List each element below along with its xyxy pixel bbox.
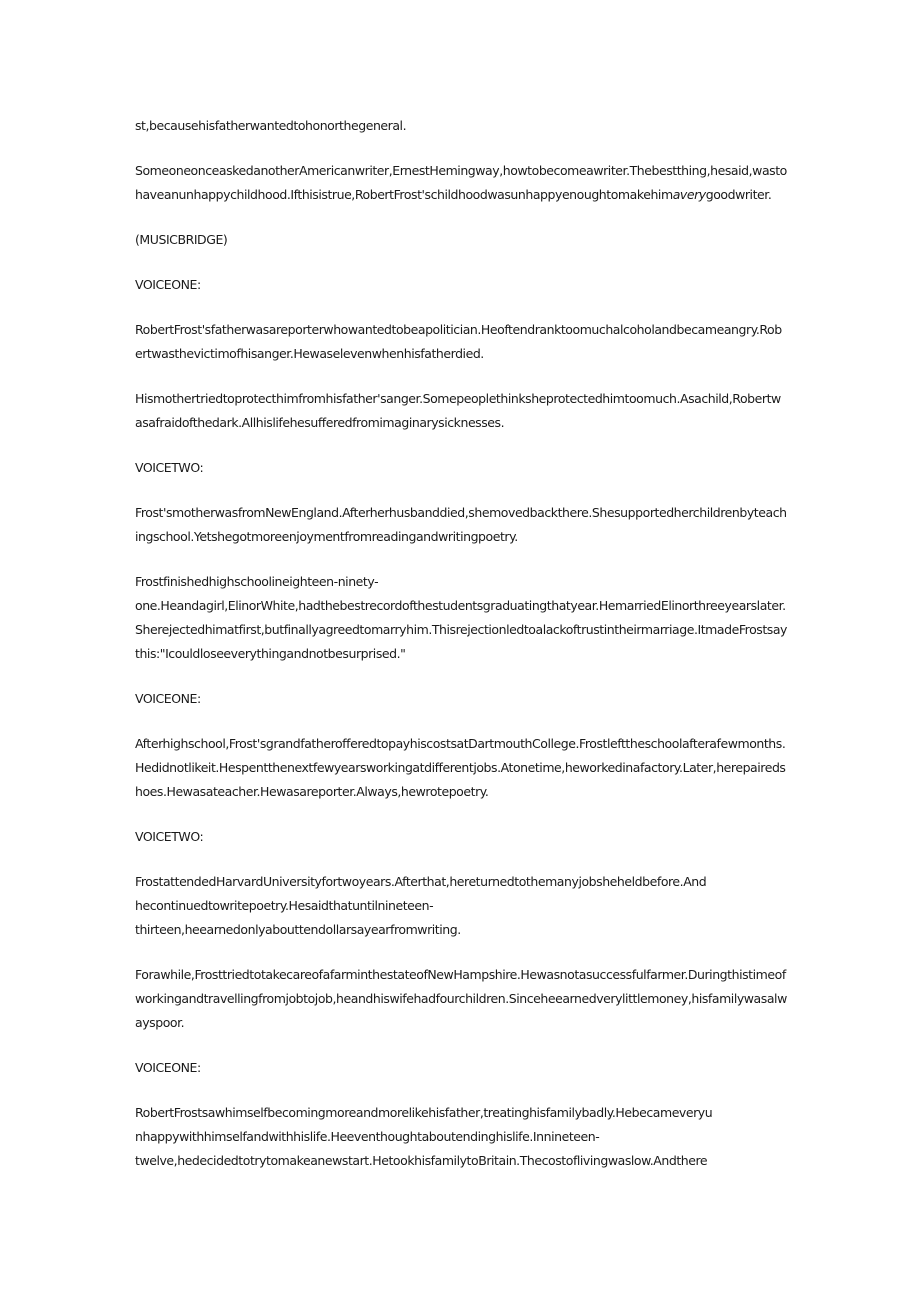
speaker-label: VOICEONE: <box>135 691 201 706</box>
speaker-label: VOICETWO: <box>135 460 204 475</box>
paragraph-harvard <box>135 870 787 942</box>
speaker-label: VOICETWO: <box>135 829 204 844</box>
paragraph-hemingway-quote <box>135 159 787 207</box>
paragraph-britain <box>135 1101 787 1173</box>
music-bridge-label: (MUSICBRIDGE) <box>135 232 228 247</box>
speaker-label: VOICEONE: <box>135 1060 201 1075</box>
paragraph-high-school <box>135 570 787 666</box>
paragraph-line: nhappywithhimselfandwithhislife.Heeventhoughtaboutendinghislife.Innineteen- <box>135 1129 600 1144</box>
paragraph-farm: Forawhile,FrosttriedtotakecareofafarminthestateofNewHampshire.Hewasnotasuccessfulfarmer.Duringthistimeofworkingandtravellingfromjobtojob,heandhiswifehadfourchildren.Sinceheearnedverylittlemoney,hisfamilywasalwayspoor. <box>135 967 787 1030</box>
paragraph-mother: Hismothertriedtoprotecthimfromhisfather'sanger.Somepeoplethinksheprotectedhimtoomuch.Asachild,Robertwasafraidofthedark.Allhislifehesufferedfromimaginarysicknesses. <box>135 391 781 430</box>
paragraph-new-england: Frost'smotherwasfromNewEngland.Afterherhusbanddied,shemovedbackthere.Shesupportedherchildrenbyteachingschool.Yetshegotmoreenjoymentfromreadingandwritingpoetry. <box>135 505 787 544</box>
paragraph-line: RobertFrostsawhimselfbecomingmoreandmorelikehisfather,treatinghisfamilybadly.Hebecameveryu <box>135 1105 713 1120</box>
emphasis-text: avery <box>672 187 706 202</box>
paragraph-father: RobertFrost'sfatherwasareporterwhowantedtobeapolitician.Heoftendranktoomuchalcoholandbecameangry.Robertwasthevictimofhisanger.Hewaselevenwhenhisfatherdied. <box>135 322 782 361</box>
paragraph-line: thirteen,heearnedonlyabouttendollarsayearfromwriting. <box>135 922 461 937</box>
paragraph-dartmouth: Afterhighschool,Frost'sgrandfatherofferedtopayhiscostsatDartmouthCollege.Frostlefttheschoolafterafewmonths.Hedidnotlikeit.Hespentthenextfewyearsworkingatdifferentjobs.Atonetime,heworkedinafactory.Later,herepairedshoes.Hewasateacher.Hewasareporter.Always,hewrotepoetry. <box>135 736 786 799</box>
paragraph-line: Frostfinishedhighschoolineighteen-ninety- <box>135 574 379 589</box>
paragraph-text: goodwriter. <box>705 187 772 202</box>
speaker-label: VOICEONE: <box>135 277 201 292</box>
document-page <box>135 114 787 1194</box>
paragraph-continuation: st,becausehisfatherwantedtohonorthegeneral. <box>135 118 407 133</box>
paragraph-line: one.Heandagirl,ElinorWhite,hadthebestrecordofthestudentsgraduatingthatyear.HemarriedElinorthreeyearslater.Sherejectedhimatfirst,butfinallyagreedtomarryhim.Thisrejectionledtoalackoftrustintheirmarriage.ItmadeFrostsaythis:"Icouldloseeverythingandnotbesurprised." <box>135 598 788 661</box>
paragraph-text: SomeoneonceaskedanotherAmericanwriter,ErnestHemingway,howtobecomeawriter.Thebestthing,hesaid,wastohaveanunhappychildhood.Ifthisistrue,RobertFrost'schildhoodwasunhappyenoughtomakehim <box>135 163 787 202</box>
paragraph-line: FrostattendedHarvardUniversityfortwoyears.Afterthat,hereturnedtothemanyjobsheheldbefore.And <box>135 874 707 889</box>
paragraph-line: hecontinuedtowritepoetry.Hesaidthatuntilnineteen- <box>135 898 434 913</box>
paragraph-line: twelve,hedecidedtotrytomakeanewstart.HetookhisfamilytoBritain.Thecostoflivingwaslow.Andthere <box>135 1153 708 1168</box>
